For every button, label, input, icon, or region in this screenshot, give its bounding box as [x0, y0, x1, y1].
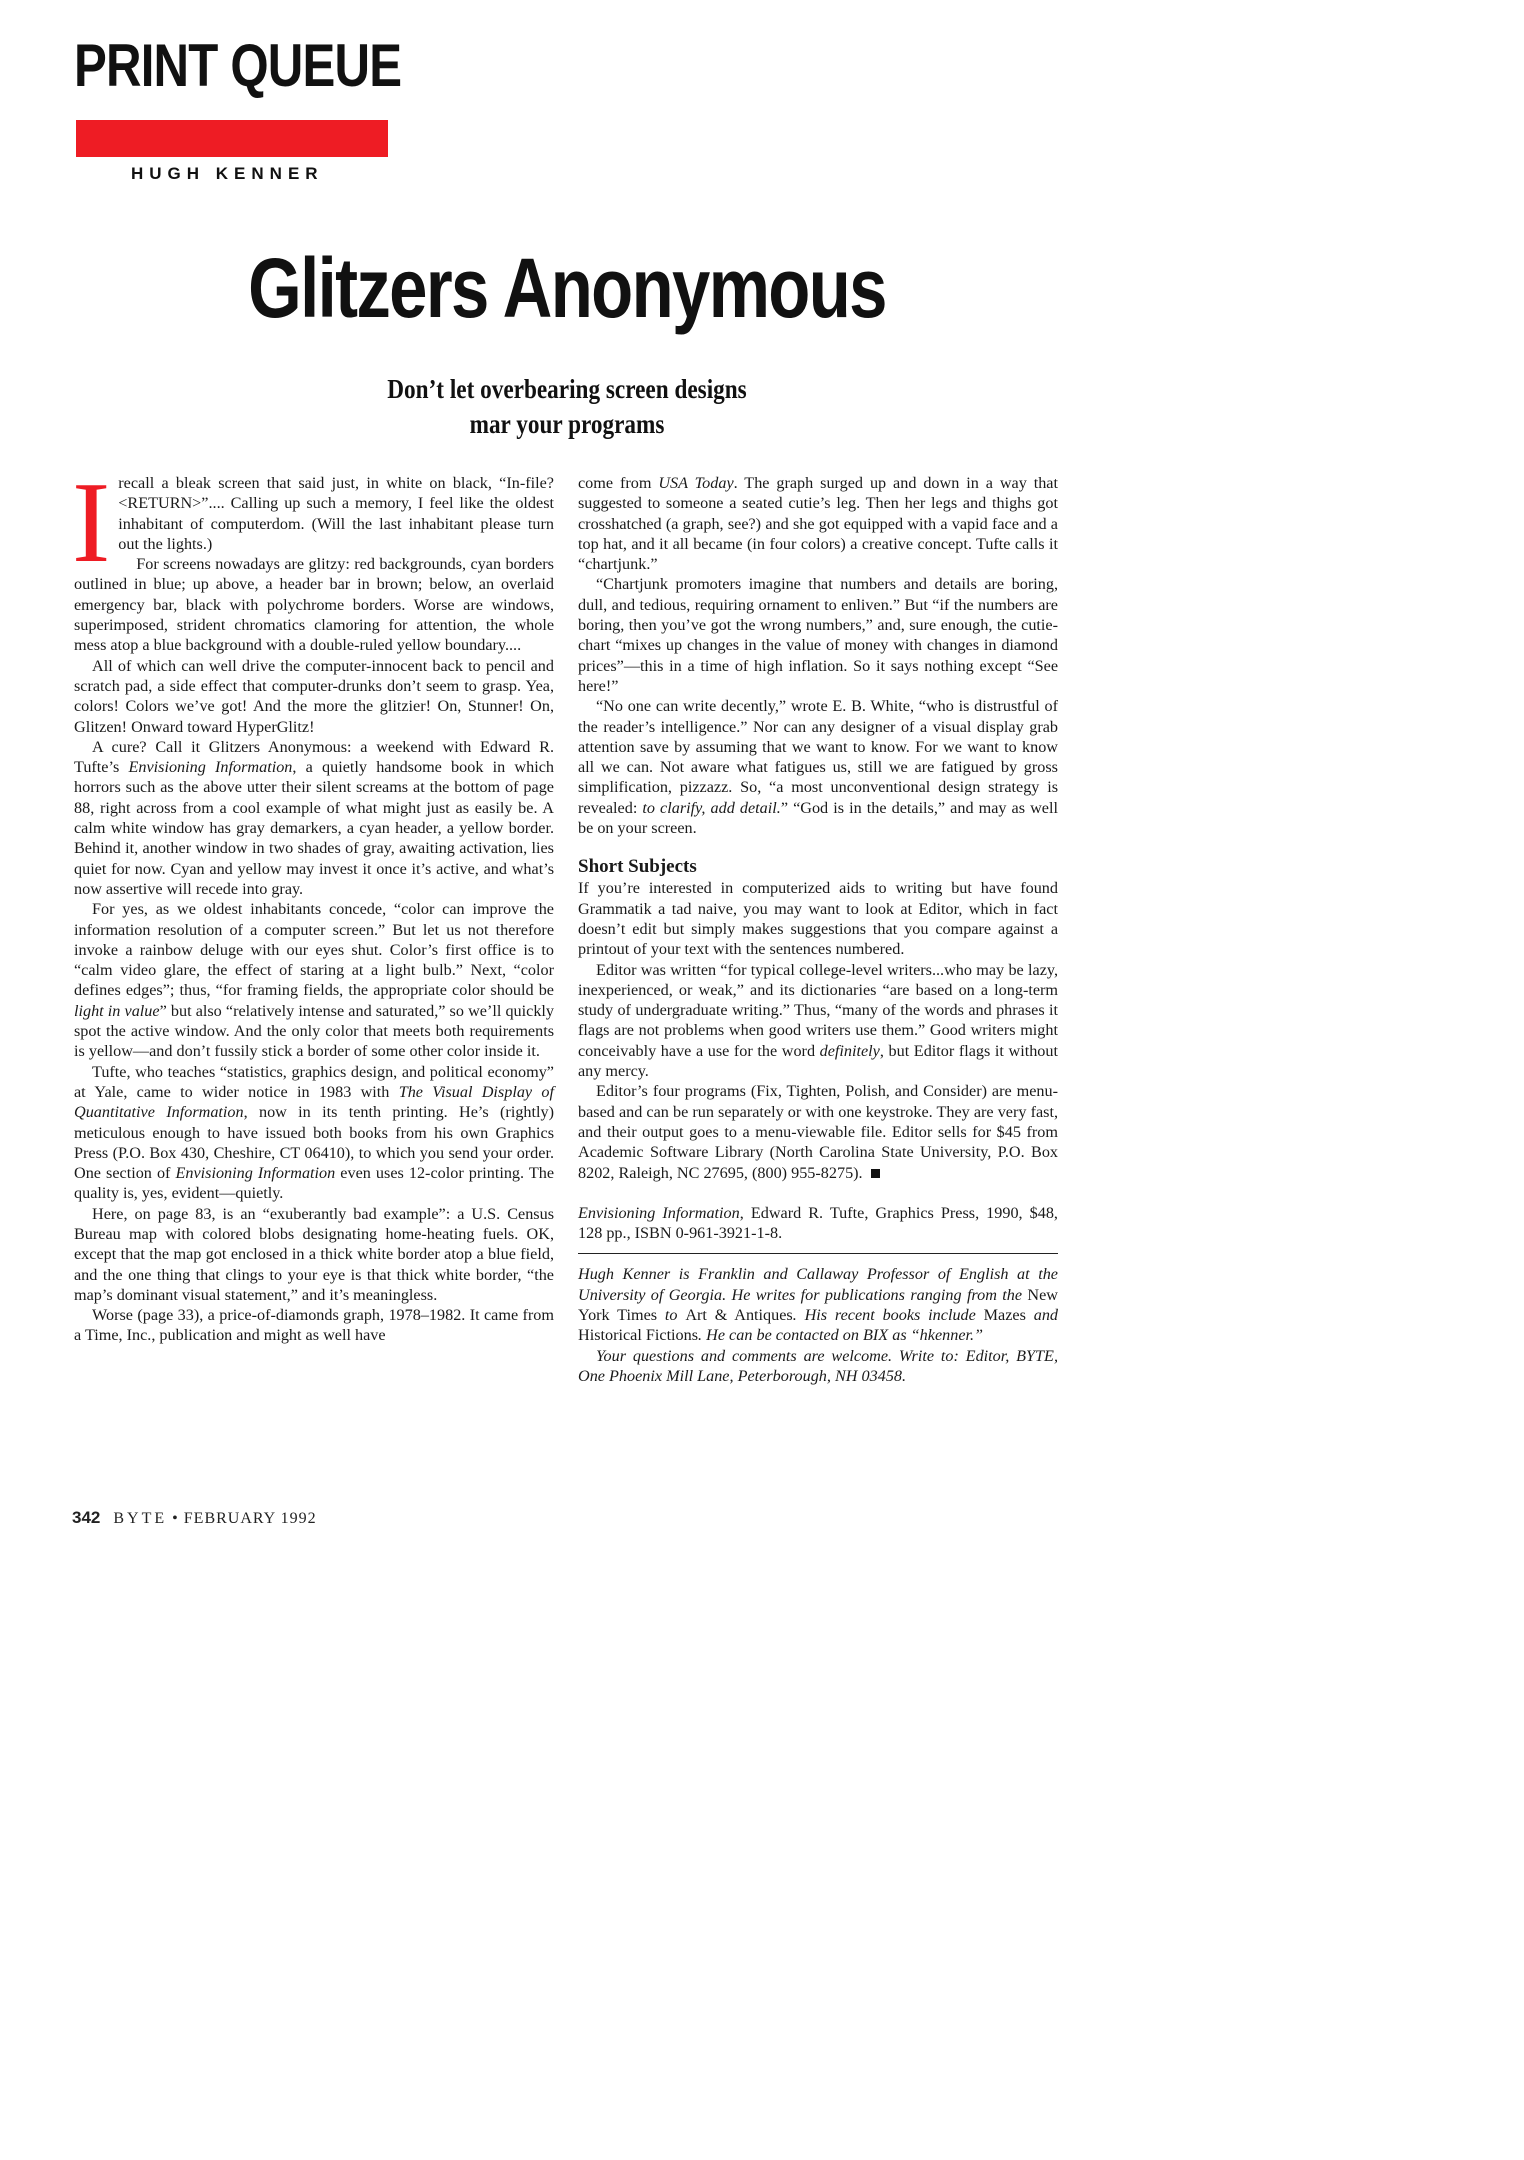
bio-text: to	[657, 1305, 686, 1324]
paragraph-text: Editor’s four programs (Fix, Tighten, Polish, and Consider) are menu-based and can be run separately or with one keystroke. They are very fast, and their output goes to a menu-viewable file. Editor sells for $45 from Academic Software Library (North Carolina State University, P.O. Box 8202, Raleigh, NC 27695, (800) 955-8275).	[578, 1082, 1058, 1182]
paragraph-text: come from	[578, 474, 659, 492]
emphasis: light in value	[74, 1001, 160, 1020]
paragraph-text: ” “God is in the details,” and may as well be on your screen.	[578, 798, 1058, 838]
magazine-name: BYTE	[113, 1510, 168, 1527]
paragraph-text: Editor was written “for typical college-level writers...who may be lazy, inexperienced, or weak,” and its dictionaries “are based on a long-term study of undergraduate writing.” Thus, “many of the words and phrases it flags are not problems when good writers use them.” Good writers might conceivably have a use for the word	[578, 960, 1058, 1060]
article-deck	[79, 372, 1054, 442]
publication-name: Art & Antiques	[685, 1305, 793, 1324]
paragraph	[72, 459, 554, 586]
paragraph-text: Tufte, who teaches “statistics, graphics design, and political economy” at Yale, came to wider notice in 1983 with	[74, 1062, 554, 1101]
paragraph-text: “No one can write decently,” wrote E. B. White, “who is distrustful of the reader’s intelligence.” Nor can any designer of a visual display grab attention save by assuming that we want to know. For we want to know all we can. Not aware what fatigues us, still we are fatigued by gross simplification, pizzazz. So, “a most unconventional design strategy is revealed:	[578, 697, 1058, 817]
column-author: HUGH KENNER	[131, 164, 324, 183]
book-name: Mazes	[983, 1305, 1026, 1324]
emphasis: definitely	[819, 1041, 880, 1060]
paragraph	[578, 473, 1058, 574]
paragraph	[578, 960, 1058, 1082]
paragraph-text: recall a bleak screen that said just, in white on black, “In-file? <RETURN>”.... Calling up such a memory, I feel like the oldest inhabitant of computerdom. (Will the last inhabitant please turn out the lights.)	[118, 474, 554, 553]
footer-separator: •	[172, 1510, 179, 1527]
citation-title: Envisioning Information	[578, 1203, 740, 1222]
paragraph-text: For yes, as we oldest inhabitants concede, “color can improve the information resolution of a computer screen.” But let us not therefore invoke a rainbow deluge with our eyes shut. Color’s first office is to “calm video glare, the effect of staring at a light bulb.” Next, “color defines edges”; thus, “for framing fields, the appropriate color should be	[74, 900, 554, 1000]
paragraph-text: ” but also “relatively intense and saturated,” so we’ll quickly spot the active window. And the only color that meets both requirements is yellow—and don’t fussily stick a border of some other color inside it.	[74, 1001, 555, 1061]
paragraph	[74, 1062, 554, 1204]
publication-title: USA Today	[658, 474, 734, 492]
page-number: 342	[72, 1508, 101, 1527]
paragraph	[578, 696, 1058, 838]
author-bio	[578, 1264, 1058, 1345]
column-title: PRINT QUEUE	[74, 32, 402, 99]
bio-text: . His recent books include	[792, 1305, 984, 1324]
paragraph-text: A cure? Call it Glitzers Anonymous: a weekend with Edward R. Tufte’s	[74, 737, 554, 777]
citation-details: , Edward R. Tufte, Graphics Press, 1990, $48, 128 pp., ISBN 0-961-3921-1-8.	[578, 1203, 1058, 1243]
paragraph-text: . The graph surged up and down in a way that suggested to someone a seated cutie’s leg. Then her legs and thighs got crosshatched (a graph, see?) and she got equipped with a vapid face and a top hat, and it all became (in four colors) a creative concept. Tufte calls it “chartjunk.”	[578, 474, 1058, 574]
book-name: Historical Fictions	[578, 1326, 699, 1345]
paragraph: If you’re interested in computerized aids to writing but have found Grammatik a tad naive, you may want to look at Editor, which in fact doesn’t edit but simply makes suggestions that you compare against a printout of your text with the sentences numbered.	[578, 879, 1058, 959]
paragraph: “Chartjunk promoters imagine that numbers and details are boring, dull, and tedious, requiring ornament to enliven.” But “if the numbers are boring, then you’ve got the wrong numbers,” and, sure enough, the cutie-chart “mixes up changes in the value of money with changes in diamond prices”—this in a time of high inflation. So it says nothing except “See here!”	[578, 575, 1058, 695]
book-title: Envisioning Information	[128, 758, 293, 777]
book-citation	[578, 1203, 1058, 1244]
paragraph: Worse (page 33), a price-of-diamonds graph, 1978–1982. It came from a Time, Inc., publication and might as well have	[74, 1306, 554, 1345]
paragraph: Here, on page 83, is an “exuberantly bad example”: a U.S. Census Bureau map with colored blobs designating home-heating fuels. OK, except that the map got enclosed in a thick white border atop a blue field, and the one thing that clings to your eye is that thick white border, “the map’s dominant visual statement,” and it’s meaningless.	[74, 1204, 554, 1304]
paragraph-text: , now in its tenth printing. He’s (rightly) meticulous enough to have issued both books from his own Graphics Press (P.O. Box 430, Cheshire, CT 06410), to which you send your order. One section of	[74, 1103, 554, 1183]
paragraph	[74, 737, 554, 899]
paragraph-text: , but Editor flags it without any mercy.	[578, 1041, 1058, 1081]
book-title: Envisioning Information	[175, 1164, 336, 1183]
deck-line: mar your programs	[469, 409, 665, 439]
paragraph: For screens nowadays are glitzy: red backgrounds, cyan borders outlined in blue; up above, a header bar in brown; below, an overlaid emergency bar, black with polychrome borders. Worse are windows, superimposed, strident chromatics clamoring for attention, the whole mess atop a blue background with a double-ruled yellow boundary....	[74, 555, 554, 655]
contact-note: Your questions and comments are welcome. Write to: Editor, BYTE, One Phoenix Mill Lane, Peterborough, NH 03458.	[578, 1346, 1058, 1385]
emphasis: to clarify, add detail.	[642, 798, 781, 817]
paragraph	[578, 1081, 1058, 1182]
divider-rule	[578, 1253, 1058, 1254]
paragraph	[74, 899, 554, 1061]
text-column-right	[578, 473, 1058, 1386]
article-headline: Glitzers Anonymous	[248, 241, 886, 335]
bio-text: Hugh Kenner is Franklin and Callaway Professor of English at the University of Georgia. He writes for publications ranging from the	[578, 1265, 1058, 1304]
paragraph-text: even uses 12-color printing. The quality is, yes, evident—quietly.	[74, 1164, 555, 1203]
text-column-left	[72, 459, 555, 1346]
bio-text: and	[1025, 1305, 1059, 1324]
deck-line: Don’t let overbearing screen designs	[387, 374, 747, 404]
bio-text: . He can be contacted on BIX as “hkenner.”	[698, 1326, 984, 1345]
end-mark-icon	[871, 1169, 880, 1178]
section-heading: Short Subjects	[578, 856, 697, 878]
publication-name: New York Times	[578, 1285, 1058, 1324]
page-footer	[72, 1508, 317, 1528]
book-title: The Visual Display of Quantitative Information	[74, 1082, 554, 1122]
drop-cap: I	[72, 459, 111, 586]
paragraph-text: , a quietly handsome book in which horrors such as the above utter their silent screams at the bottom of page 88, right across from a cool example of what might just as easily be. A calm white window has gray demarkers, a cyan header, a yellow border. Behind it, another window in two shades of gray, awaiting activation, lies quiet for now. Cyan and yellow may invest it once it’s active, and what’s now assertive will recede into gray.	[74, 758, 554, 898]
issue-date: FEBRUARY 1992	[183, 1510, 317, 1527]
paragraph: All of which can well drive the computer-innocent back to pencil and scratch pad, a side effect that computer-drunks don’t seem to grasp. Yea, colors! Colors we’ve got! And the more the glitzier! On, Stunner! On, Glitzen! Onward toward HyperGlitz!	[74, 656, 554, 736]
accent-bar	[76, 120, 388, 157]
